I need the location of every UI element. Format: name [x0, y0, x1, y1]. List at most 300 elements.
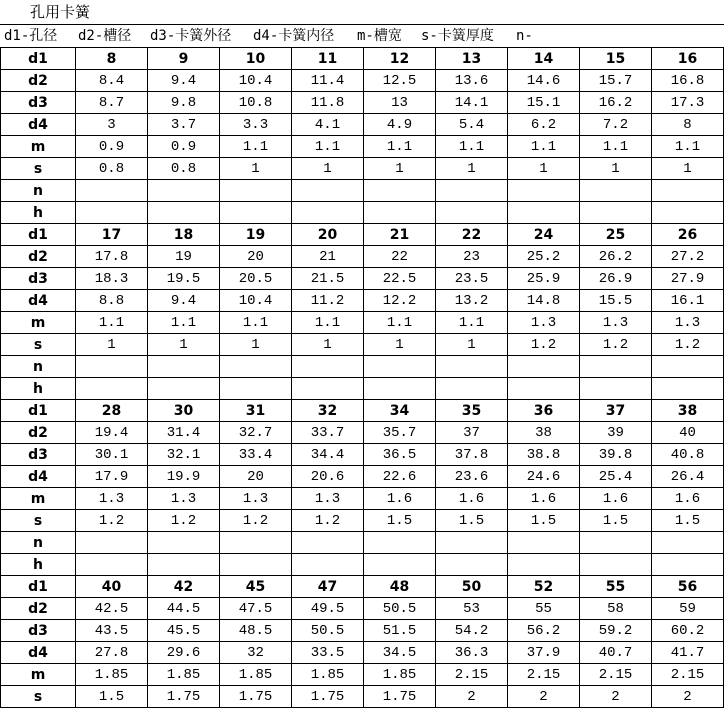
table-row [1, 532, 724, 554]
table-cell: 1 [76, 334, 148, 355]
table-cell: 40.8 [652, 444, 724, 465]
table-cell: 11 [292, 48, 364, 69]
table-cell [580, 180, 652, 201]
table-block [1, 224, 724, 400]
table-cell [580, 356, 652, 377]
table-cell: 33.4 [220, 444, 292, 465]
table-cell: 16 [652, 48, 724, 69]
table-cell: 44.5 [148, 598, 220, 619]
table-row [1, 246, 724, 268]
table-cell: 12.5 [364, 70, 436, 91]
table-cell [508, 532, 580, 553]
table-cell: 21.5 [292, 268, 364, 289]
table-cell: 8.8 [76, 290, 148, 311]
table-cell [652, 180, 724, 201]
table-cell: 22 [436, 224, 508, 245]
table-cell: 1.85 [76, 664, 148, 685]
table-cell: 34 [364, 400, 436, 421]
table-cell: 1.85 [292, 664, 364, 685]
row-label: d2 [1, 70, 76, 91]
table-cell: 1 [220, 334, 292, 355]
table-cell: 39 [580, 422, 652, 443]
table-cell: 1.6 [364, 488, 436, 509]
table-cell: 11.4 [292, 70, 364, 91]
table-cell: 1.1 [508, 136, 580, 157]
row-label: d4 [1, 466, 76, 487]
table-row [1, 136, 724, 158]
table-cell [364, 532, 436, 553]
table-cell: 19.5 [148, 268, 220, 289]
table-cell: 38.8 [508, 444, 580, 465]
table-cell: 43.5 [76, 620, 148, 641]
table-cell: 1.3 [580, 312, 652, 333]
table-cell: 1.2 [292, 510, 364, 531]
table-cell: 14.1 [436, 92, 508, 113]
table-cell: 26.2 [580, 246, 652, 267]
table-cell: 15.1 [508, 92, 580, 113]
table-cell [580, 532, 652, 553]
table-row [1, 642, 724, 664]
table-row [1, 268, 724, 290]
table-cell [148, 378, 220, 399]
table-row [1, 664, 724, 686]
table-cell: 1.75 [292, 686, 364, 707]
table-cell: 13.2 [436, 290, 508, 311]
table-cell [580, 554, 652, 575]
legend-item: d1-孔径 [4, 28, 58, 44]
table-cell [580, 378, 652, 399]
table-cell: 6.2 [508, 114, 580, 135]
table-cell: 32 [220, 642, 292, 663]
table-cell: 31 [220, 400, 292, 421]
table-row [1, 488, 724, 510]
table-cell: 21 [292, 246, 364, 267]
table-block [1, 576, 724, 708]
table-row [1, 158, 724, 180]
table-cell: 25 [580, 224, 652, 245]
table-cell: 42.5 [76, 598, 148, 619]
table-cell: 1.3 [220, 488, 292, 509]
table-cell [364, 378, 436, 399]
table-cell: 60.2 [652, 620, 724, 641]
table-cell: 1 [364, 158, 436, 179]
table-row [1, 70, 724, 92]
table-cell: 2 [508, 686, 580, 707]
table-row [1, 510, 724, 532]
row-label: d3 [1, 444, 76, 465]
row-label: d2 [1, 246, 76, 267]
row-label: m [1, 136, 76, 157]
row-label: h [1, 554, 76, 575]
spec-table [0, 47, 724, 708]
table-cell [652, 356, 724, 377]
table-cell: 2.15 [580, 664, 652, 685]
table-cell: 32 [292, 400, 364, 421]
legend [0, 25, 724, 47]
row-label: s [1, 510, 76, 531]
table-cell: 27.2 [652, 246, 724, 267]
table-cell: 1.1 [292, 136, 364, 157]
row-label: s [1, 334, 76, 355]
table-cell: 40 [652, 422, 724, 443]
table-row [1, 202, 724, 224]
table-cell [508, 378, 580, 399]
table-cell [652, 202, 724, 223]
table-row [1, 554, 724, 576]
table-cell: 1.85 [364, 664, 436, 685]
table-cell: 1.6 [580, 488, 652, 509]
table-cell: 27.9 [652, 268, 724, 289]
table-cell: 22.6 [364, 466, 436, 487]
table-cell [76, 378, 148, 399]
table-cell: 17.8 [76, 246, 148, 267]
table-cell: 0.9 [148, 136, 220, 157]
table-cell: 49.5 [292, 598, 364, 619]
table-cell [292, 202, 364, 223]
table-cell: 1 [148, 334, 220, 355]
size-header-row [1, 576, 724, 598]
table-cell: 4.1 [292, 114, 364, 135]
table-cell: 1.6 [508, 488, 580, 509]
table-cell [436, 378, 508, 399]
table-cell: 1.2 [652, 334, 724, 355]
legend-item: d2-槽径 [78, 28, 132, 44]
table-cell: 2.15 [436, 664, 508, 685]
table-cell: 9.8 [148, 92, 220, 113]
table-cell: 1.2 [508, 334, 580, 355]
table-cell: 11.8 [292, 92, 364, 113]
table-cell: 47 [292, 576, 364, 597]
table-cell: 1 [292, 158, 364, 179]
table-cell: 1.3 [652, 312, 724, 333]
table-cell: 1.75 [364, 686, 436, 707]
size-header-row [1, 48, 724, 70]
table-cell: 37.9 [508, 642, 580, 663]
table-cell [76, 202, 148, 223]
table-cell: 19 [220, 224, 292, 245]
table-cell: 54.2 [436, 620, 508, 641]
table-cell: 1.1 [580, 136, 652, 157]
table-cell: 9.4 [148, 290, 220, 311]
table-cell: 10.4 [220, 70, 292, 91]
table-cell [508, 356, 580, 377]
sheet-title: 孔用卡簧 [30, 3, 91, 21]
legend-item: d3-卡簧外径 [150, 28, 232, 44]
table-cell: 26.4 [652, 466, 724, 487]
table-cell: 36.5 [364, 444, 436, 465]
table-cell: 8 [652, 114, 724, 135]
table-cell [364, 202, 436, 223]
table-cell: 36 [508, 400, 580, 421]
table-cell: 1 [580, 158, 652, 179]
table-cell: 1.1 [364, 312, 436, 333]
table-cell: 1.5 [364, 510, 436, 531]
table-cell: 11.2 [292, 290, 364, 311]
table-cell: 33.7 [292, 422, 364, 443]
table-cell: 0.8 [76, 158, 148, 179]
table-cell: 1.1 [364, 136, 436, 157]
table-cell: 23.6 [436, 466, 508, 487]
table-cell: 10 [220, 48, 292, 69]
table-cell: 33.5 [292, 642, 364, 663]
table-cell: 22.5 [364, 268, 436, 289]
table-cell: 14.8 [508, 290, 580, 311]
table-row [1, 312, 724, 334]
table-cell: 55 [580, 576, 652, 597]
table-cell: 56.2 [508, 620, 580, 641]
table-cell: 3.3 [220, 114, 292, 135]
table-cell: 1.1 [220, 312, 292, 333]
row-label: h [1, 378, 76, 399]
table-cell: 23 [436, 246, 508, 267]
table-cell: 1.1 [436, 312, 508, 333]
table-cell [436, 180, 508, 201]
table-cell: 1.75 [148, 686, 220, 707]
table-cell: 30.1 [76, 444, 148, 465]
table-cell: 37 [580, 400, 652, 421]
table-cell: 1.75 [220, 686, 292, 707]
row-label: n [1, 180, 76, 201]
table-cell [76, 554, 148, 575]
table-cell: 1.2 [76, 510, 148, 531]
table-cell: 14 [508, 48, 580, 69]
table-cell: 40.7 [580, 642, 652, 663]
table-cell: 36.3 [436, 642, 508, 663]
table-cell: 27.8 [76, 642, 148, 663]
table-cell: 37 [436, 422, 508, 443]
table-cell [436, 554, 508, 575]
table-cell [220, 202, 292, 223]
table-cell: 17.9 [76, 466, 148, 487]
table-cell: 38 [508, 422, 580, 443]
table-cell: 7.2 [580, 114, 652, 135]
table-row [1, 180, 724, 202]
table-cell: 1.3 [148, 488, 220, 509]
table-cell: 2.15 [652, 664, 724, 685]
table-cell: 58 [580, 598, 652, 619]
table-cell: 37.8 [436, 444, 508, 465]
table-cell: 1 [508, 158, 580, 179]
size-header-row [1, 400, 724, 422]
table-cell [220, 532, 292, 553]
table-cell: 19.9 [148, 466, 220, 487]
row-label: d3 [1, 620, 76, 641]
table-cell: 1.5 [580, 510, 652, 531]
table-cell: 12 [364, 48, 436, 69]
table-row [1, 444, 724, 466]
table-cell [148, 202, 220, 223]
row-label: s [1, 686, 76, 707]
table-cell: 47.5 [220, 598, 292, 619]
table-cell: 50.5 [364, 598, 436, 619]
table-cell: 51.5 [364, 620, 436, 641]
table-cell: 59 [652, 598, 724, 619]
table-cell: 13.6 [436, 70, 508, 91]
row-label: d1 [1, 224, 76, 245]
table-cell [148, 180, 220, 201]
row-label: d4 [1, 642, 76, 663]
table-cell: 1.5 [436, 510, 508, 531]
size-header-row [1, 224, 724, 246]
table-cell: 20 [220, 466, 292, 487]
row-label: d1 [1, 576, 76, 597]
table-cell: 1.2 [580, 334, 652, 355]
table-cell [508, 554, 580, 575]
table-cell [580, 202, 652, 223]
table-cell: 8 [76, 48, 148, 69]
table-cell: 52 [508, 576, 580, 597]
table-cell: 20 [220, 246, 292, 267]
table-cell: 1.85 [220, 664, 292, 685]
table-cell: 59.2 [580, 620, 652, 641]
table-row [1, 92, 724, 114]
table-cell [436, 356, 508, 377]
table-cell: 3.7 [148, 114, 220, 135]
table-cell: 24.6 [508, 466, 580, 487]
table-cell: 2 [436, 686, 508, 707]
table-cell: 1 [436, 334, 508, 355]
table-cell [76, 356, 148, 377]
table-block [1, 48, 724, 224]
table-row [1, 114, 724, 136]
table-cell: 17 [76, 224, 148, 245]
table-cell: 8.7 [76, 92, 148, 113]
table-cell: 35.7 [364, 422, 436, 443]
table-cell: 1.3 [292, 488, 364, 509]
table-row [1, 620, 724, 642]
table-cell: 19 [148, 246, 220, 267]
legend-item: d4-卡簧内径 [253, 28, 335, 44]
table-cell: 4.9 [364, 114, 436, 135]
table-cell: 1.1 [220, 136, 292, 157]
table-row [1, 422, 724, 444]
table-cell: 15 [580, 48, 652, 69]
table-cell [220, 180, 292, 201]
table-cell: 29.6 [148, 642, 220, 663]
table-cell: 20.6 [292, 466, 364, 487]
table-cell: 25.4 [580, 466, 652, 487]
table-cell [364, 554, 436, 575]
table-cell [220, 378, 292, 399]
table-cell: 2.15 [508, 664, 580, 685]
table-cell: 24 [508, 224, 580, 245]
table-cell [220, 554, 292, 575]
table-cell: 20 [292, 224, 364, 245]
row-label: d2 [1, 422, 76, 443]
table-cell: 42 [148, 576, 220, 597]
table-cell: 22 [364, 246, 436, 267]
table-cell: 1 [364, 334, 436, 355]
table-cell: 0.8 [148, 158, 220, 179]
table-cell: 32.1 [148, 444, 220, 465]
table-cell: 1 [292, 334, 364, 355]
row-label: d3 [1, 92, 76, 113]
table-cell: 1.1 [148, 312, 220, 333]
table-cell: 18.3 [76, 268, 148, 289]
row-label: h [1, 202, 76, 223]
table-cell: 0.9 [76, 136, 148, 157]
table-cell: 1 [220, 158, 292, 179]
table-cell [292, 180, 364, 201]
table-row [1, 356, 724, 378]
table-cell: 45.5 [148, 620, 220, 641]
table-row [1, 334, 724, 356]
table-block [1, 400, 724, 576]
row-label: d2 [1, 598, 76, 619]
table-row [1, 378, 724, 400]
table-cell: 48 [364, 576, 436, 597]
table-cell: 32.7 [220, 422, 292, 443]
table-cell [76, 532, 148, 553]
table-cell: 21 [364, 224, 436, 245]
table-cell [148, 356, 220, 377]
table-cell [148, 532, 220, 553]
table-cell [220, 356, 292, 377]
table-cell: 34.4 [292, 444, 364, 465]
table-cell: 40 [76, 576, 148, 597]
row-label: n [1, 356, 76, 377]
table-cell: 18 [148, 224, 220, 245]
table-cell: 10.4 [220, 290, 292, 311]
table-cell: 1.3 [508, 312, 580, 333]
table-cell: 34.5 [364, 642, 436, 663]
table-cell: 30 [148, 400, 220, 421]
table-cell: 1.1 [652, 136, 724, 157]
table-cell [436, 202, 508, 223]
table-cell: 1 [652, 158, 724, 179]
table-cell: 39.8 [580, 444, 652, 465]
table-cell [508, 180, 580, 201]
legend-item: n- [516, 28, 533, 44]
table-cell [652, 554, 724, 575]
table-cell: 1.2 [148, 510, 220, 531]
table-cell: 13 [364, 92, 436, 113]
table-cell: 41.7 [652, 642, 724, 663]
table-cell: 45 [220, 576, 292, 597]
table-cell [364, 356, 436, 377]
table-cell: 12.2 [364, 290, 436, 311]
row-label: m [1, 488, 76, 509]
table-cell: 5.4 [436, 114, 508, 135]
table-cell: 53 [436, 598, 508, 619]
table-cell: 1.1 [292, 312, 364, 333]
table-cell: 1 [436, 158, 508, 179]
table-cell: 15.7 [580, 70, 652, 91]
table-cell: 50.5 [292, 620, 364, 641]
table-cell: 1.6 [436, 488, 508, 509]
table-cell: 1.6 [652, 488, 724, 509]
table-cell: 25.2 [508, 246, 580, 267]
table-cell: 13 [436, 48, 508, 69]
table-cell [292, 554, 364, 575]
row-label: d4 [1, 114, 76, 135]
row-label: m [1, 312, 76, 333]
table-cell: 1.1 [76, 312, 148, 333]
table-cell: 9 [148, 48, 220, 69]
table-cell: 16.1 [652, 290, 724, 311]
table-cell: 1.3 [76, 488, 148, 509]
table-cell: 38 [652, 400, 724, 421]
table-cell: 14.6 [508, 70, 580, 91]
table-cell: 25.9 [508, 268, 580, 289]
legend-item: s-卡簧厚度 [421, 28, 494, 44]
table-cell: 1.85 [148, 664, 220, 685]
table-cell [292, 378, 364, 399]
table-cell [364, 180, 436, 201]
table-cell: 9.4 [148, 70, 220, 91]
table-cell: 1.5 [652, 510, 724, 531]
table-cell: 1.2 [220, 510, 292, 531]
